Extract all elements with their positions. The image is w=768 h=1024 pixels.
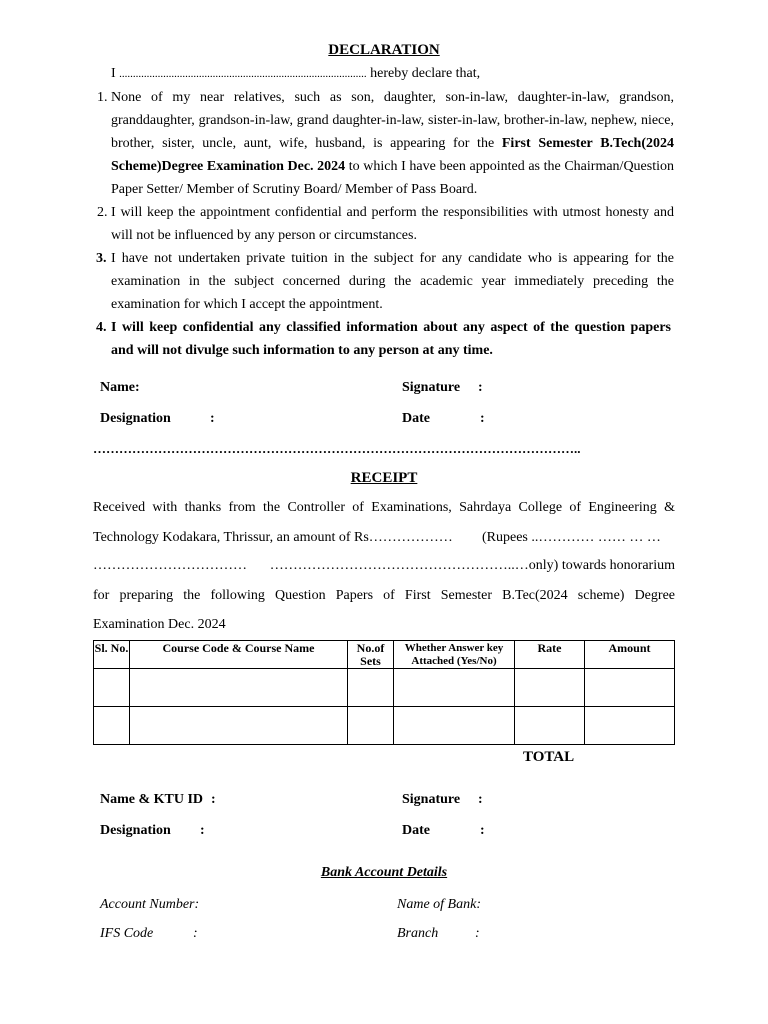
receipt-designation-label: Designation: [100, 823, 171, 838]
intro-suffix: hereby declare that,: [370, 66, 481, 81]
receipt-para-line-2: [93, 530, 675, 546]
total-label: TOTAL: [523, 749, 575, 765]
receipt-name-ktu-label: Name & KTU ID: [100, 792, 204, 807]
item-text-bold: First Semester B.Tech(2024 Scheme)Degree Examination Dec. 2024: [111, 136, 674, 174]
bank-details-title: Bank Account Details: [320, 865, 448, 880]
cell-rate[interactable]: [515, 669, 585, 707]
ifs-code-label: IFS Code: [100, 926, 154, 941]
item-number: 4.: [96, 320, 107, 335]
section-separator: …………………………………………………………………………………………………..: [93, 441, 581, 456]
declaration-title: DECLARATION: [328, 42, 440, 58]
header-answer-key: Whether Answer key Attached (Yes/No): [394, 641, 515, 669]
receipt-para-line-4: for preparing the following Question Papers of First Semester B.Tec(2024 scheme) Degree: [93, 588, 675, 603]
cell-sl-no[interactable]: [94, 669, 130, 707]
branch-label: Branch: [397, 926, 439, 941]
declaration-name-label: Name:: [100, 380, 140, 395]
table-row: [94, 669, 675, 707]
receipt-para-line-5: Examination Dec. 2024: [93, 617, 226, 632]
table-header-row: [94, 641, 675, 669]
receipt-title: RECEIPT: [350, 470, 418, 486]
declaration-item-3: [96, 247, 674, 316]
cell-sets[interactable]: [348, 669, 394, 707]
receipt-blank-a: ……………………………: [93, 558, 247, 573]
declaration-item-4: [96, 316, 671, 362]
receipt-signature-label: Signature: [402, 792, 461, 807]
ifs-code-colon: :: [193, 926, 198, 941]
item-number: 1.: [97, 90, 108, 105]
receipt-date-colon: :: [480, 823, 485, 838]
receipt-honorarium: ……………………………………………..…only) towards honorarium: [269, 558, 675, 573]
signature-colon: :: [478, 380, 483, 395]
intro-prefix: I: [111, 66, 116, 81]
declaration-designation-label: Designation: [100, 411, 171, 426]
cell-course[interactable]: [130, 707, 348, 745]
declaration-item-1: [97, 86, 674, 201]
header-rate: Rate: [515, 641, 585, 669]
name-ktu-colon: :: [211, 792, 216, 807]
header-amount: Amount: [585, 641, 675, 669]
item-text: I will keep confidential any classified information about any aspect of the question papers and will not divulge such information to any person at any time.: [111, 320, 671, 358]
declaration-intro: [111, 66, 681, 82]
receipt-para-line-3: [93, 558, 675, 574]
item-text-end: to which I have been appointed as the Chairman/Question Paper Setter/ Member of Scrutiny Board/ Member of Pass Board.: [111, 159, 674, 197]
receipt-para-line-1: Received with thanks from the Controller of Examinations, Sahrdaya College of Engineering &: [93, 500, 675, 515]
cell-sl-no[interactable]: [94, 707, 130, 745]
receipt-signature-colon: :: [478, 792, 483, 807]
intro-name-blank: ..........................................................................................: [119, 68, 367, 80]
date-colon: :: [480, 411, 485, 426]
table-row: [94, 707, 675, 745]
item-number: 2.: [97, 205, 108, 220]
item-text: None of my near relatives, such as son, daughter, son-in-law, daughter-in-law, grandson, granddaughter, grandson-in-law, grand daughter-in-law, sister-in-law, brother-in-law, nephew, niece, brother, sister, uncle, aunt, wife, husband, is appearing for the: [111, 90, 674, 151]
cell-answer-key[interactable]: [394, 669, 515, 707]
header-course: Course Code & Course Name: [130, 641, 348, 669]
header-sl-no: Sl. No.: [94, 641, 130, 669]
receipt-amount-rs: Technology Kodakara, Thrissur, an amount of Rs………………: [93, 530, 453, 545]
receipt-amount-words: (Rupees ..………… …… … …: [482, 530, 661, 545]
cell-sets[interactable]: [348, 707, 394, 745]
item-text: I have not undertaken private tuition in the subject for any candidate who is appearing for the examination in the subject concerned during the academic year immediately preceding the examination for which I accept the appointment.: [111, 251, 674, 312]
declaration-date-label: Date: [402, 411, 430, 426]
item-text: I will keep the appointment confidential and perform the responsibilities with utmost honesty and will not be influenced by any person or circumstances.: [111, 205, 674, 243]
cell-answer-key[interactable]: [394, 707, 515, 745]
name-of-bank-label: Name of Bank:: [397, 897, 481, 912]
branch-colon: :: [475, 926, 480, 941]
receipt-designation-colon: :: [200, 823, 205, 838]
cell-amount[interactable]: [585, 669, 675, 707]
declaration-signature-label: Signature: [402, 380, 461, 395]
cell-rate[interactable]: [515, 707, 585, 745]
account-number-label: Account Number:: [100, 897, 200, 912]
designation-colon: :: [210, 411, 215, 426]
declaration-item-2: [97, 201, 674, 247]
item-number: 3.: [96, 251, 107, 266]
cell-amount[interactable]: [585, 707, 675, 745]
cell-course[interactable]: [130, 669, 348, 707]
receipt-date-label: Date: [402, 823, 430, 838]
header-sets: No.of Sets: [348, 641, 394, 669]
receipt-table: [93, 640, 675, 745]
